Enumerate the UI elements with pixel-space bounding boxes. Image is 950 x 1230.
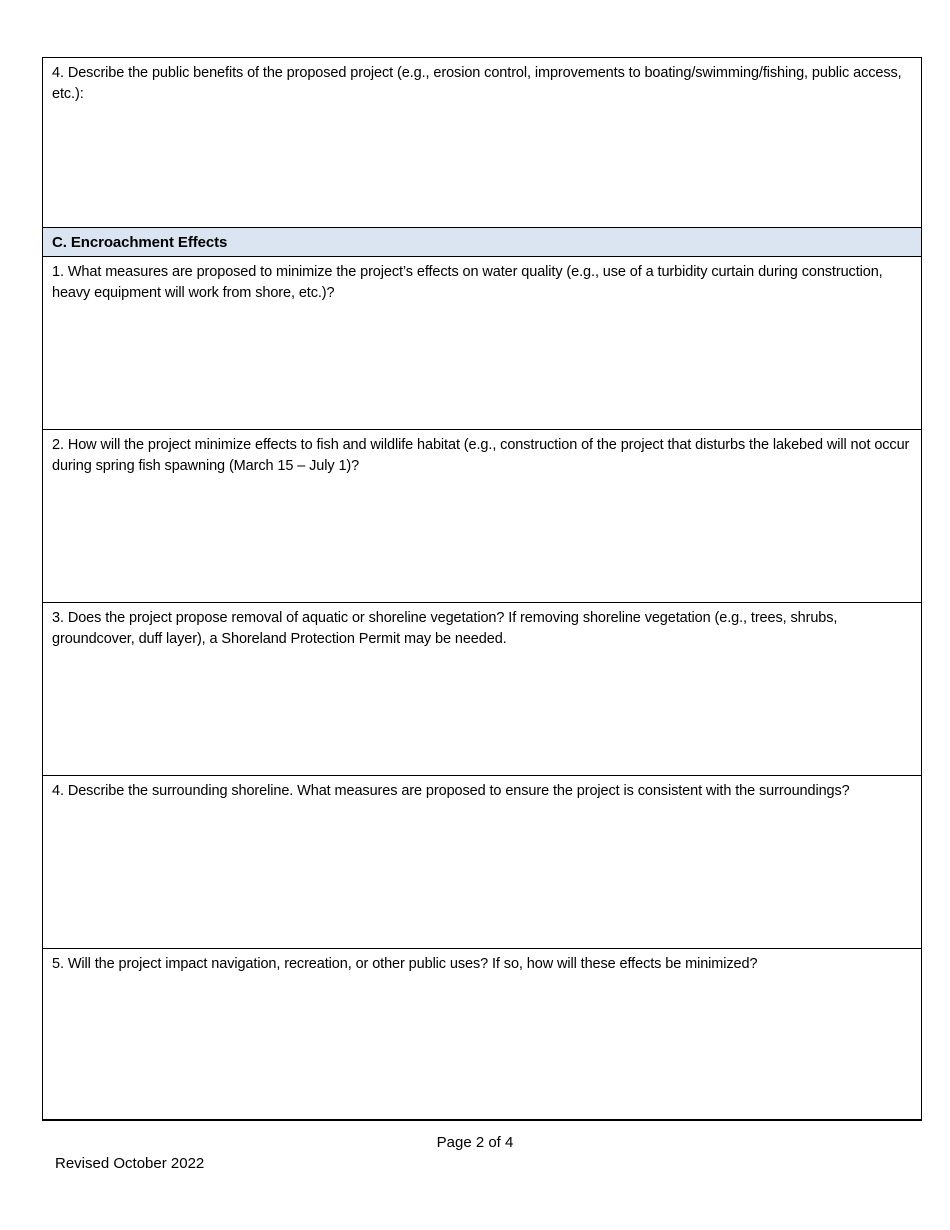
question-label-surrounding-shoreline: 4. Describe the surrounding shoreline. What measures are proposed to ensure the project is consistent with the surroundings? [52,783,850,799]
section-title: C. Encroachment Effects [52,234,228,251]
question-label-fish-wildlife: 2. How will the project minimize effects to fish and wildlife habitat (e.g., construction of the project that disturbs the lakebed will not occur during spring fish spawning (March 15 – July 1)? [52,437,914,474]
question-label-public-benefits: 4. Describe the public benefits of the proposed project (e.g., erosion control, improvements to boating/swimming/fishing, public access, etc.): [52,65,906,102]
answer-area-water-quality[interactable] [43,329,921,429]
revision-note: Revised October 2022 [55,1155,205,1172]
answer-area-navigation-impact[interactable] [43,1019,921,1119]
answer-area-fish-wildlife[interactable] [43,502,921,602]
question-box-public-benefits [43,58,921,228]
question-label-water-quality: 1. What measures are proposed to minimize the project’s effects on water quality (e.g., use of a turbidity curtain during construction, heavy equipment will work from shore, etc.)? [52,264,887,301]
question-label-navigation-impact: 5. Will the project impact navigation, recreation, or other public uses? If so, how will these effects be minimized? [52,956,758,972]
question-box-vegetation-removal [43,603,921,776]
question-box-water-quality [43,257,921,430]
page-number: Page 2 of 4 [436,1134,514,1151]
answer-area-public-benefits[interactable] [43,127,921,227]
answer-area-surrounding-shoreline[interactable] [43,848,921,948]
question-box-fish-wildlife [43,430,921,603]
question-box-surrounding-shoreline [43,776,921,949]
question-label-vegetation-removal: 3. Does the project propose removal of aquatic or shoreline vegetation? If removing shoreline vegetation (e.g., trees, shrubs, groundcover, duff layer), a Shoreland Protection Permit may be needed. [52,610,842,647]
question-box-navigation-impact [43,949,921,1119]
answer-area-vegetation-removal[interactable] [43,675,921,775]
section-header-encroachment-effects [43,228,921,257]
form-table [42,57,922,1121]
